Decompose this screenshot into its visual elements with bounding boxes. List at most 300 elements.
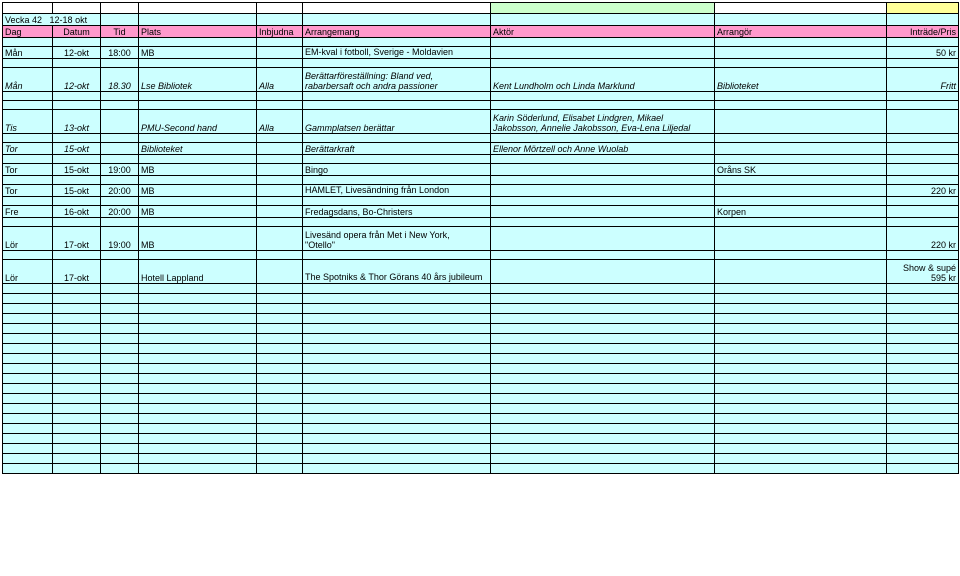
cell[interactable]: [53, 404, 101, 414]
cell[interactable]: [101, 394, 139, 404]
cell[interactable]: [887, 197, 959, 206]
cell[interactable]: [887, 444, 959, 454]
arrangor-cell[interactable]: [715, 260, 887, 284]
cell[interactable]: [257, 364, 303, 374]
cell[interactable]: [303, 92, 491, 101]
cell[interactable]: [491, 304, 715, 314]
cell[interactable]: [887, 14, 959, 26]
cell[interactable]: [139, 384, 257, 394]
cell[interactable]: [303, 197, 491, 206]
pris-cell[interactable]: 220 kr: [887, 185, 959, 197]
cell[interactable]: [139, 374, 257, 384]
cell[interactable]: [53, 344, 101, 354]
cell[interactable]: [491, 155, 715, 164]
inbjudna-cell[interactable]: [257, 206, 303, 218]
cell[interactable]: [491, 424, 715, 434]
cell[interactable]: [139, 314, 257, 324]
header-plats[interactable]: Plats: [139, 26, 257, 38]
cell[interactable]: [257, 251, 303, 260]
header-arrangor[interactable]: Arrangör: [715, 26, 887, 38]
cell[interactable]: [257, 38, 303, 47]
cell[interactable]: [3, 176, 53, 185]
cell[interactable]: [887, 364, 959, 374]
cell[interactable]: [303, 251, 491, 260]
cell[interactable]: [887, 284, 959, 294]
arrangemang-cell[interactable]: [303, 68, 491, 92]
cell[interactable]: [491, 251, 715, 260]
header-arrangemang[interactable]: Arrangemang: [303, 26, 491, 38]
cell[interactable]: [303, 304, 491, 314]
cell[interactable]: [139, 334, 257, 344]
cell[interactable]: [303, 101, 491, 110]
cell[interactable]: [491, 324, 715, 334]
cell[interactable]: [139, 424, 257, 434]
pris-cell[interactable]: [887, 260, 959, 284]
cell[interactable]: [101, 324, 139, 334]
cell[interactable]: [139, 414, 257, 424]
cell[interactable]: [303, 294, 491, 304]
cell[interactable]: [887, 101, 959, 110]
cell[interactable]: [257, 434, 303, 444]
cell[interactable]: [257, 444, 303, 454]
cell[interactable]: [139, 197, 257, 206]
cell[interactable]: [3, 294, 53, 304]
cell[interactable]: [53, 38, 101, 47]
cell[interactable]: [257, 424, 303, 434]
aktor-cell[interactable]: [491, 206, 715, 218]
cell[interactable]: [887, 294, 959, 304]
aktor-cell[interactable]: [491, 47, 715, 59]
cell[interactable]: [491, 197, 715, 206]
tid-cell[interactable]: [101, 143, 139, 155]
cell[interactable]: [101, 251, 139, 260]
cell[interactable]: [887, 92, 959, 101]
tid-cell[interactable]: 20:00: [101, 185, 139, 197]
cell[interactable]: [53, 464, 101, 474]
cell[interactable]: [3, 218, 53, 227]
cell[interactable]: [887, 134, 959, 143]
cell[interactable]: [101, 434, 139, 444]
cell[interactable]: [715, 334, 887, 344]
header-dag[interactable]: Dag: [3, 26, 53, 38]
cell[interactable]: [53, 374, 101, 384]
cell[interactable]: [3, 197, 53, 206]
cell[interactable]: [303, 404, 491, 414]
cell[interactable]: [715, 444, 887, 454]
plats-cell[interactable]: MB: [139, 47, 257, 59]
cell[interactable]: [101, 404, 139, 414]
cell[interactable]: [715, 414, 887, 424]
pris-cell[interactable]: [887, 110, 959, 134]
cell[interactable]: [303, 134, 491, 143]
arrangor-cell[interactable]: [715, 143, 887, 155]
cell[interactable]: [53, 284, 101, 294]
cell[interactable]: [887, 464, 959, 474]
cell[interactable]: [3, 155, 53, 164]
dag-cell[interactable]: Mån: [3, 47, 53, 59]
header-inbjudna[interactable]: Inbjudna: [257, 26, 303, 38]
plats-cell[interactable]: MB: [139, 185, 257, 197]
cell[interactable]: [303, 394, 491, 404]
cell[interactable]: [53, 384, 101, 394]
cell[interactable]: [715, 155, 887, 164]
cell[interactable]: [53, 294, 101, 304]
cell[interactable]: [257, 324, 303, 334]
cell[interactable]: [3, 404, 53, 414]
cell[interactable]: [491, 294, 715, 304]
cell[interactable]: [53, 364, 101, 374]
arrangemang-cell[interactable]: Berättarkraft: [303, 143, 491, 155]
cell[interactable]: [257, 344, 303, 354]
cell[interactable]: [491, 464, 715, 474]
cell[interactable]: [491, 344, 715, 354]
dag-cell[interactable]: Tis: [3, 110, 53, 134]
cell[interactable]: [887, 344, 959, 354]
cell[interactable]: [3, 414, 53, 424]
cell[interactable]: [3, 334, 53, 344]
dag-cell[interactable]: Lör: [3, 260, 53, 284]
datum-cell[interactable]: 15-okt: [53, 164, 101, 176]
tid-cell[interactable]: [101, 110, 139, 134]
cell[interactable]: [887, 251, 959, 260]
cell[interactable]: [303, 3, 491, 14]
cell[interactable]: [715, 134, 887, 143]
cell[interactable]: [491, 14, 715, 26]
cell[interactable]: [303, 176, 491, 185]
arrangor-cell[interactable]: [715, 185, 887, 197]
cell[interactable]: [101, 14, 139, 26]
cell[interactable]: [101, 464, 139, 474]
tid-cell[interactable]: 20:00: [101, 206, 139, 218]
cell[interactable]: [491, 218, 715, 227]
cell[interactable]: [101, 364, 139, 374]
cell[interactable]: [303, 334, 491, 344]
cell[interactable]: [303, 444, 491, 454]
cell[interactable]: [491, 59, 715, 68]
cell[interactable]: [3, 134, 53, 143]
cell[interactable]: [303, 454, 491, 464]
datum-cell[interactable]: 13-okt: [53, 110, 101, 134]
cell[interactable]: [101, 384, 139, 394]
aktor-cell[interactable]: Ellenor Mörtzell och Anne Wuolab: [491, 143, 715, 155]
dag-cell[interactable]: Tor: [3, 185, 53, 197]
cell[interactable]: [139, 284, 257, 294]
cell[interactable]: [491, 334, 715, 344]
cell[interactable]: [887, 424, 959, 434]
cell[interactable]: [715, 324, 887, 334]
cell[interactable]: [101, 155, 139, 164]
dag-cell[interactable]: Lör: [3, 227, 53, 251]
cell[interactable]: [887, 354, 959, 364]
cell[interactable]: [715, 251, 887, 260]
cell[interactable]: [303, 434, 491, 444]
inbjudna-cell[interactable]: [257, 47, 303, 59]
cell[interactable]: [139, 92, 257, 101]
cell[interactable]: [257, 304, 303, 314]
cell[interactable]: [887, 314, 959, 324]
tid-cell[interactable]: 19:00: [101, 164, 139, 176]
inbjudna-cell[interactable]: [257, 260, 303, 284]
arrangemang-cell[interactable]: Bingo: [303, 164, 491, 176]
datum-cell[interactable]: 17-okt: [53, 260, 101, 284]
cell[interactable]: [257, 334, 303, 344]
cell[interactable]: [303, 374, 491, 384]
cell[interactable]: [715, 197, 887, 206]
cell[interactable]: [53, 134, 101, 143]
cell[interactable]: [715, 284, 887, 294]
cell[interactable]: [3, 284, 53, 294]
cell[interactable]: [139, 364, 257, 374]
cell[interactable]: [715, 354, 887, 364]
cell[interactable]: [303, 384, 491, 394]
cell[interactable]: [715, 424, 887, 434]
cell[interactable]: [53, 454, 101, 464]
cell[interactable]: [715, 384, 887, 394]
arrangemang-cell[interactable]: Fredagsdans, Bo-Christers: [303, 206, 491, 218]
cell[interactable]: [3, 434, 53, 444]
cell[interactable]: [139, 155, 257, 164]
cell[interactable]: [3, 3, 53, 14]
plats-cell[interactable]: Hotell Lappland: [139, 260, 257, 284]
cell[interactable]: [101, 176, 139, 185]
tid-cell[interactable]: 18:00: [101, 47, 139, 59]
cell[interactable]: [53, 434, 101, 444]
cell[interactable]: [257, 284, 303, 294]
cell[interactable]: [715, 59, 887, 68]
cell[interactable]: [3, 38, 53, 47]
pris-cell[interactable]: [887, 164, 959, 176]
cell[interactable]: [303, 14, 491, 26]
cell[interactable]: [101, 294, 139, 304]
inbjudna-cell[interactable]: [257, 143, 303, 155]
cell[interactable]: [139, 444, 257, 454]
cell[interactable]: [139, 251, 257, 260]
cell[interactable]: [139, 464, 257, 474]
cell[interactable]: [139, 354, 257, 364]
plats-cell[interactable]: MB: [139, 206, 257, 218]
cell[interactable]: [715, 176, 887, 185]
week-title-cell[interactable]: [3, 14, 101, 26]
cell[interactable]: [101, 134, 139, 143]
cell[interactable]: [101, 38, 139, 47]
cell[interactable]: [53, 155, 101, 164]
cell[interactable]: [101, 414, 139, 424]
cell[interactable]: [303, 314, 491, 324]
cell[interactable]: [3, 324, 53, 334]
cell[interactable]: [139, 434, 257, 444]
arrangor-cell[interactable]: Korpen: [715, 206, 887, 218]
cell[interactable]: [257, 454, 303, 464]
cell[interactable]: [53, 197, 101, 206]
aktor-cell[interactable]: Kent Lundholm och Linda Marklund: [491, 68, 715, 92]
cell[interactable]: [491, 384, 715, 394]
cell[interactable]: [491, 176, 715, 185]
cell[interactable]: [3, 424, 53, 434]
cell[interactable]: [303, 414, 491, 424]
cell[interactable]: [887, 414, 959, 424]
dag-cell[interactable]: Fre: [3, 206, 53, 218]
cell[interactable]: [139, 344, 257, 354]
cell[interactable]: [887, 374, 959, 384]
cell[interactable]: [257, 394, 303, 404]
aktor-cell[interactable]: [491, 110, 715, 134]
cell[interactable]: [257, 59, 303, 68]
cell[interactable]: [491, 284, 715, 294]
cell[interactable]: [101, 101, 139, 110]
cell[interactable]: [491, 314, 715, 324]
cell[interactable]: [3, 394, 53, 404]
cell[interactable]: [715, 374, 887, 384]
cell[interactable]: [887, 218, 959, 227]
cell[interactable]: [3, 444, 53, 454]
cell[interactable]: [715, 364, 887, 374]
cell[interactable]: [139, 294, 257, 304]
tid-cell[interactable]: 18.30: [101, 68, 139, 92]
arrangemang-cell[interactable]: [303, 260, 491, 284]
cell[interactable]: [139, 3, 257, 14]
cell[interactable]: [303, 218, 491, 227]
arrangor-cell[interactable]: Biblioteket: [715, 68, 887, 92]
cell[interactable]: [139, 304, 257, 314]
cell[interactable]: [3, 374, 53, 384]
cell[interactable]: [101, 444, 139, 454]
cell[interactable]: [3, 304, 53, 314]
cell[interactable]: [887, 324, 959, 334]
cell[interactable]: [53, 176, 101, 185]
cell[interactable]: [887, 334, 959, 344]
cell[interactable]: [715, 38, 887, 47]
cell[interactable]: [3, 59, 53, 68]
cell[interactable]: [887, 3, 959, 14]
cell[interactable]: [53, 92, 101, 101]
cell[interactable]: [139, 394, 257, 404]
cell[interactable]: [101, 314, 139, 324]
cell[interactable]: [101, 3, 139, 14]
cell[interactable]: [303, 354, 491, 364]
cell[interactable]: [887, 59, 959, 68]
datum-cell[interactable]: 17-okt: [53, 227, 101, 251]
inbjudna-cell[interactable]: [257, 164, 303, 176]
cell[interactable]: [303, 59, 491, 68]
cell[interactable]: [491, 38, 715, 47]
cell[interactable]: [257, 414, 303, 424]
aktor-cell[interactable]: [491, 260, 715, 284]
cell[interactable]: [53, 324, 101, 334]
aktor-cell[interactable]: [491, 185, 715, 197]
cell[interactable]: [257, 14, 303, 26]
cell[interactable]: [53, 334, 101, 344]
cell[interactable]: [303, 424, 491, 434]
pris-cell[interactable]: [887, 206, 959, 218]
datum-cell[interactable]: 16-okt: [53, 206, 101, 218]
cell[interactable]: [303, 464, 491, 474]
cell[interactable]: [53, 394, 101, 404]
inbjudna-cell[interactable]: Alla: [257, 110, 303, 134]
cell[interactable]: [3, 344, 53, 354]
cell[interactable]: [3, 384, 53, 394]
cell[interactable]: [303, 284, 491, 294]
cell[interactable]: [53, 218, 101, 227]
cell[interactable]: [53, 251, 101, 260]
cell[interactable]: [3, 464, 53, 474]
cell[interactable]: [303, 344, 491, 354]
cell[interactable]: [139, 134, 257, 143]
cell[interactable]: [491, 404, 715, 414]
cell[interactable]: [3, 101, 53, 110]
cell[interactable]: [257, 101, 303, 110]
cell[interactable]: [101, 59, 139, 68]
cell[interactable]: [101, 334, 139, 344]
cell[interactable]: [887, 404, 959, 414]
plats-cell[interactable]: Biblioteket: [139, 143, 257, 155]
cell[interactable]: [101, 344, 139, 354]
cell[interactable]: [139, 59, 257, 68]
header-datum[interactable]: Datum: [53, 26, 101, 38]
cell[interactable]: [53, 444, 101, 454]
cell[interactable]: [3, 92, 53, 101]
pris-cell[interactable]: [887, 143, 959, 155]
cell[interactable]: [3, 354, 53, 364]
pris-cell[interactable]: 50 kr: [887, 47, 959, 59]
cell[interactable]: [887, 38, 959, 47]
cell[interactable]: [303, 324, 491, 334]
cell[interactable]: [715, 394, 887, 404]
datum-cell[interactable]: 15-okt: [53, 143, 101, 155]
cell[interactable]: [715, 434, 887, 444]
cell[interactable]: [491, 414, 715, 424]
arrangor-cell[interactable]: [715, 110, 887, 134]
cell[interactable]: [3, 314, 53, 324]
cell[interactable]: [715, 314, 887, 324]
cell[interactable]: [3, 364, 53, 374]
cell[interactable]: [257, 92, 303, 101]
cell[interactable]: [257, 374, 303, 384]
cell[interactable]: [53, 304, 101, 314]
cell[interactable]: [715, 304, 887, 314]
cell[interactable]: [53, 59, 101, 68]
header-pris[interactable]: Inträde/Pris: [887, 26, 959, 38]
cell[interactable]: [491, 434, 715, 444]
cell[interactable]: [53, 3, 101, 14]
inbjudna-cell[interactable]: [257, 227, 303, 251]
arrangemang-cell[interactable]: Gammplatsen berättar: [303, 110, 491, 134]
cell[interactable]: [139, 324, 257, 334]
cell[interactable]: [491, 92, 715, 101]
cell[interactable]: [257, 384, 303, 394]
cell[interactable]: [887, 434, 959, 444]
inbjudna-cell[interactable]: [257, 185, 303, 197]
plats-cell[interactable]: PMU-Second hand: [139, 110, 257, 134]
cell[interactable]: [715, 454, 887, 464]
dag-cell[interactable]: Mån: [3, 68, 53, 92]
cell[interactable]: [303, 364, 491, 374]
cell[interactable]: [715, 101, 887, 110]
cell[interactable]: [257, 134, 303, 143]
arrangor-cell[interactable]: Oråns SK: [715, 164, 887, 176]
cell[interactable]: [53, 424, 101, 434]
cell[interactable]: [257, 176, 303, 185]
cell[interactable]: [887, 155, 959, 164]
cell[interactable]: [101, 218, 139, 227]
cell[interactable]: [53, 314, 101, 324]
arrangor-cell[interactable]: [715, 227, 887, 251]
cell[interactable]: [715, 92, 887, 101]
plats-cell[interactable]: MB: [139, 227, 257, 251]
cell[interactable]: [887, 176, 959, 185]
header-aktor[interactable]: Aktör: [491, 26, 715, 38]
cell[interactable]: [257, 294, 303, 304]
cell[interactable]: [303, 38, 491, 47]
